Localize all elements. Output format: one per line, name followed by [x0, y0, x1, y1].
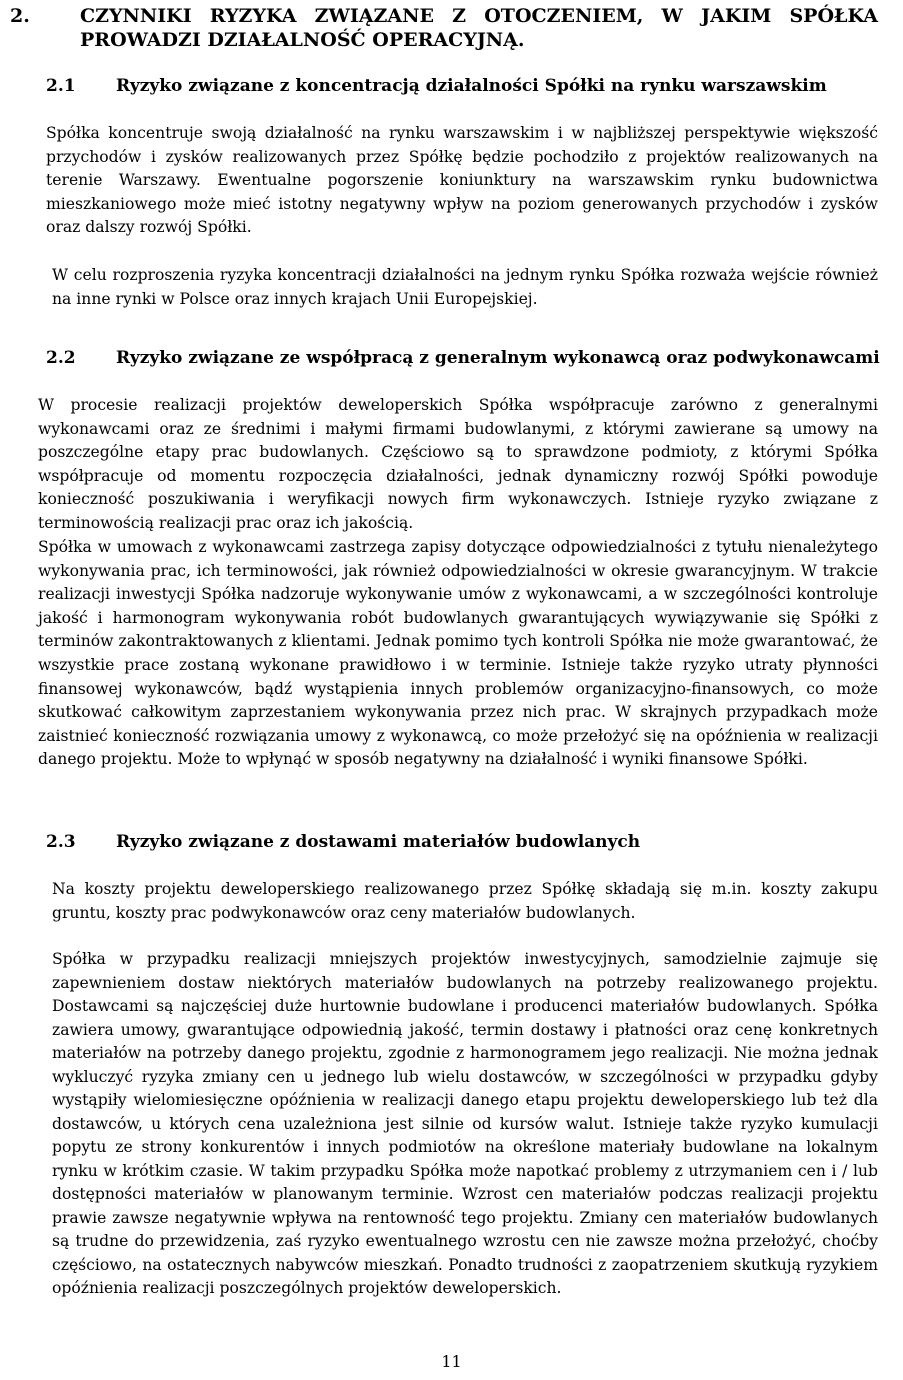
- paragraph-2-3-2: Spółka w przypadku realizacji mniejszych projektów inwestycyjnych, samodzielnie zajmuje się zapewnieniem dostaw niektórych materiałów budowlanych na potrzeby realizowanego projektu. Dostawcami są najczęściej duże hurtownie budowlane i producenci materiałów budowlanych. Spółka zawiera umowy, gwarantujące odpowiednią jakość, termin dostawy i płatności oraz cenę konkretnych materiałów na potrzeby danego projektu, zgodnie z harmonogramem jego realizacji. Nie można jednak wykluczyć ryzyka zmiany cen u jednego lub wielu dostawców, w szczególności w przypadku gdyby wystąpiły wielomiesięczne opóźnienia w realizacji danego etapu projektu deweloperskiego lub też dla dostawców, u których cena uzależniona jest silnie od kursów walut. Istnieje także ryzyko kumulacji popytu ze strony konkurentów i innych podmiotów na określone materiały budowlane na lokalnym rynku w krótkim czasie. W takim przypadku Spółka może napotkać problemy z utrzymaniem cen i / lub dostępności materiałów w planowanym terminie. Wzrost cen materiałów podczas realizacji projektu prawie zawsze negatywnie wpływa na rentowność tego projektu. Zmiany cen materiałów budowlanych są trudne do przewidzenia, zaś ryzyko ewentualnego wzrostu cen nie zawsze można przełożyć, choćby częściowo, na ostatecznych nabywców mieszkań. Ponadto trudności z zaopatrzeniem skutkują ryzykiem opóźnienia realizacji poszczególnych projektów deweloperskich.: [52, 950, 878, 1297]
- paragraph-2-3-1: Na koszty projektu deweloperskiego realizowanego przez Spółkę składają się m.in. koszty zakupu gruntu, koszty prac podwykonawców oraz ceny materiałów budowlanych.: [52, 880, 878, 922]
- subsection-title: Ryzyko związane z dostawami materiałów budowlanych: [116, 832, 641, 852]
- section-title: CZYNNIKI RYZYKA ZWIĄZANE Z OTOCZENIEM, W JAKIM SPÓŁKA PROWADZI DZIAŁALNOŚĆ OPERACYJNĄ.: [80, 5, 878, 51]
- subsection-number: 2.2: [46, 348, 76, 368]
- subsection-title: Ryzyko związane z koncentracją działalności Spółki na rynku warszawskim: [116, 76, 827, 96]
- subsection-number: 2.1: [46, 76, 76, 96]
- section-number: 2.: [10, 5, 30, 27]
- paragraph-2-1-1: Spółka koncentruje swoją działalność na rynku warszawskim i w najbliższej perspektywie większość przychodów i zysków realizowanych przez Spółkę będzie pochodziło z projektów realizowanych na terenie Warszawy. Ewentualne pogorszenie koniunktury na warszawskim rynku budownictwa mieszkaniowego może mieć istotny negatywny wpływ na poziom generowanych przychodów i zysków oraz dalszy rozwój Spółki.: [46, 124, 878, 236]
- subsection-title: Ryzyko związane ze współpracą z generalnym wykonawcą oraz podwykonawcami: [116, 348, 880, 368]
- subsection-number: 2.3: [46, 832, 76, 852]
- paragraph-2-2-2: Spółka w umowach z wykonawcami zastrzega zapisy dotyczące odpowiedzialności z tytułu nienależytego wykonywania prac, ich terminowości, jak również odpowiedzialności w okresie gwarancyjnym. W trakcie realizacji inwestycji Spółka nadzoruje wykonywanie umów z wykonawcami, a w szczególności kontroluje jakość i harmonogram wykonywania robót budowlanych gwarantujących wywiązywanie się Spółki z terminów zakontraktowanych z klientami. Jednak pomimo tych kontroli Spółka nie może gwarantować, że wszystkie prace zostaną wykonane prawidłowo i w terminie. Istnieje także ryzyko utraty płynności finansowej wykonawców, bądź wystąpienia innych problemów organizacyjno-finansowych, co może skutkować całkowitym zaprzestaniem wykonywania przez nich prac. W skrajnych przypadkach może zaistnieć konieczność rozwiązania umowy z wykonawcą, co może przełożyć się na opóźnienia w realizacji danego projektu. Może to wpłynąć w sposób negatywny na działalność i wyniki finansowe Spółki.: [38, 538, 878, 769]
- subsection-heading-2-3: [46, 831, 640, 853]
- paragraph-2-1-2: W celu rozproszenia ryzyka koncentracji działalności na jednym rynku Spółka rozważa wejście również na inne rynki w Polsce oraz innych krajach Unii Europejskiej.: [52, 266, 878, 308]
- subsection-heading-2-2: [46, 347, 880, 369]
- subsection-heading-2-1: [46, 75, 827, 97]
- section-heading: [10, 4, 878, 52]
- page-number: 11: [441, 1352, 462, 1371]
- paragraph-2-2-1: W procesie realizacji projektów deweloperskich Spółka współpracuje zarówno z generalnymi wykonawcami oraz ze średnimi i małymi firmami budowlanymi, z którymi zawierane są umowy na poszczególne etapy prac budowlanych. Częściowo są to sprawdzone podmioty, z którymi Spółka współpracuje od momentu rozpoczęcia działalności, jednak dynamiczny rozwój Spółki powoduje konieczność poszukiwania i weryfikacji nowych firm wykonawczych. Istnieje ryzyko związane z terminowością realizacji prac oraz ich jakością.: [38, 396, 878, 532]
